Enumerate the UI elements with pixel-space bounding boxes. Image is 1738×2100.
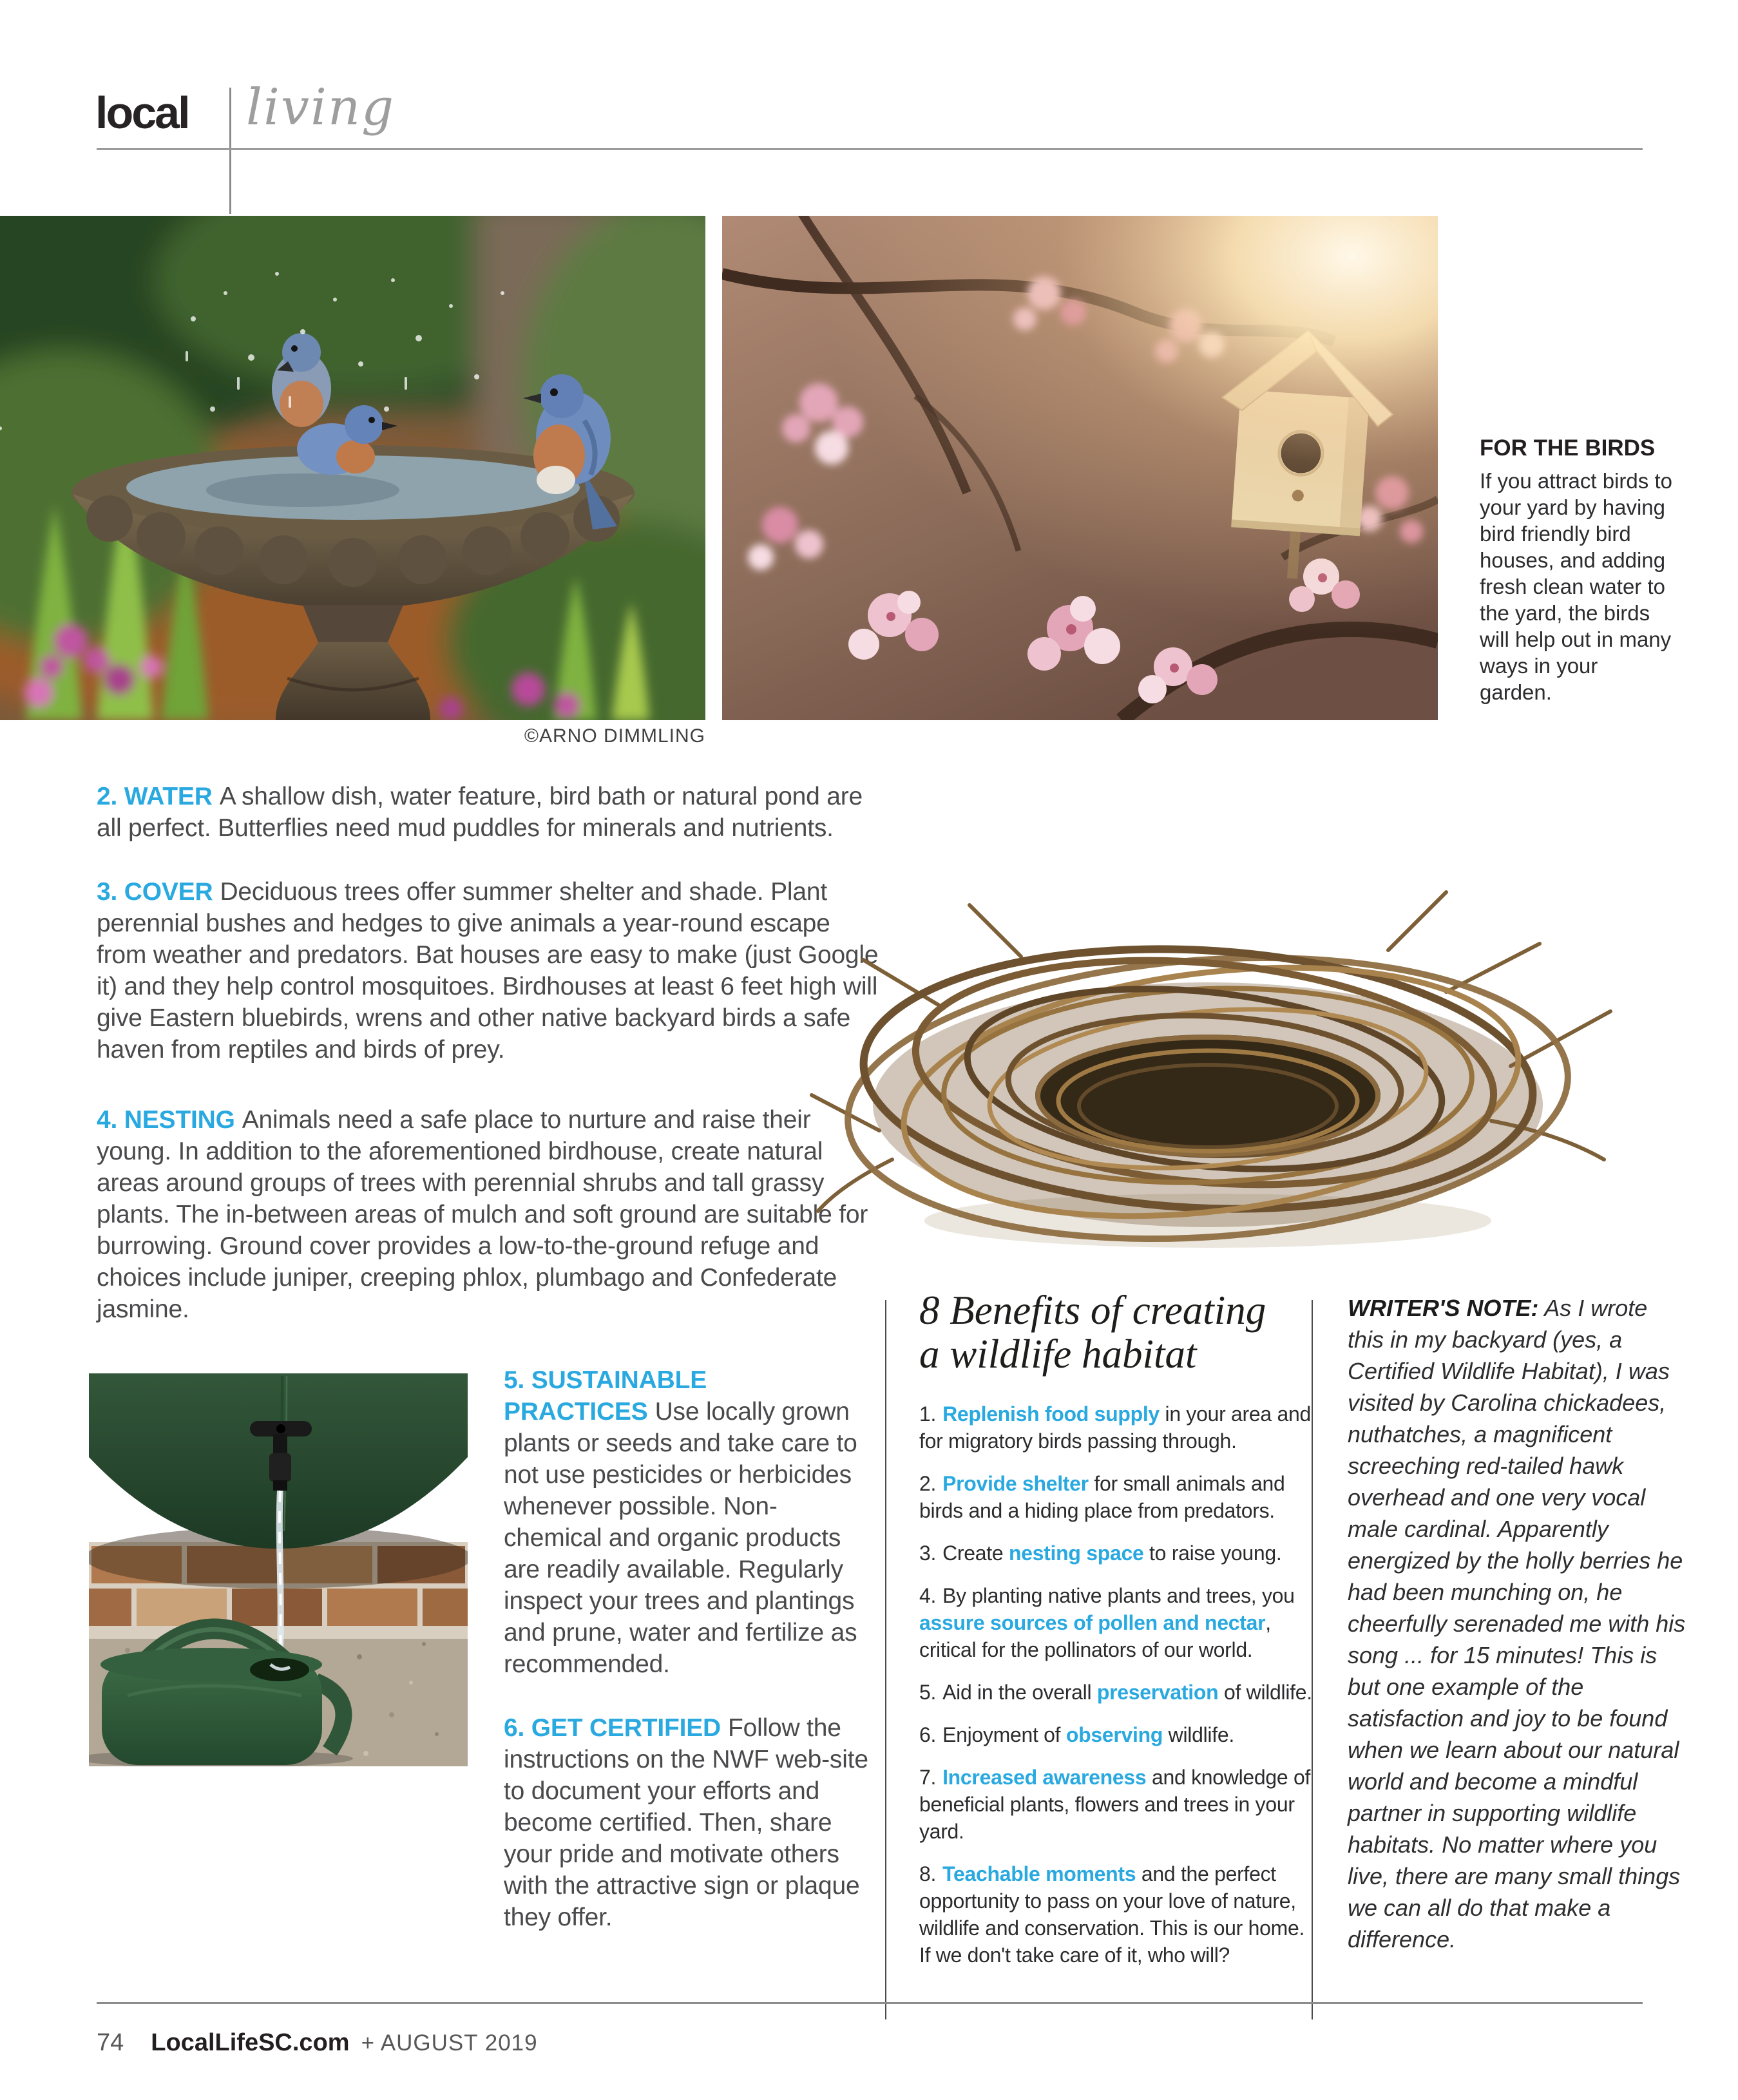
benefit-text: Create bbox=[942, 1542, 1009, 1565]
section-nesting-label: 4. NESTING bbox=[97, 1106, 235, 1134]
benefit-number: 5. bbox=[919, 1681, 937, 1704]
benefit-item bbox=[919, 1764, 1312, 1845]
sidebar-body: If you attract birds to your yard by having bird friendly bird houses, and adding fresh clean water to the yard, the birds will help out in many ways in your garden. bbox=[1480, 469, 1672, 704]
page-number: 74 bbox=[97, 2029, 124, 2056]
benefit-text: for small animals and birds and a hiding place from predators. bbox=[919, 1472, 1285, 1522]
section-water-body: A shallow dish, water feature, bird bath or natural pond are all perfect. Butterflies need mud puddles for minerals and nutrients. bbox=[97, 783, 863, 842]
benefit-highlight: Replenish food supply bbox=[942, 1402, 1160, 1426]
rain-barrel-illustration bbox=[89, 1373, 468, 1766]
benefits-title-line1: 8 Benefits of creating bbox=[919, 1288, 1266, 1333]
bird-bath-photo bbox=[0, 216, 705, 720]
footer-rule bbox=[97, 2002, 1643, 2004]
sidebar-title: FOR THE BIRDS bbox=[1480, 435, 1656, 461]
benefit-highlight: Provide shelter bbox=[942, 1472, 1089, 1495]
writers-note-body: As I wrote this in my backyard (yes, a Certified Wildlife Habitat), I was visited by Carolina chickadees, nuthatches, a magnificent screeching red-tailed hawk overhead and one very vocal male cardinal. Apparently energized by the holly berries he had been munching on, he cheerfully serenaded me with his song ... for 15 minutes! This is but one example of the satisfaction and joy to be found when we learn about our natural world and become a mindful partner in supporting wildlife habitats. No matter where you live, there are many small things we can all do that make a difference. bbox=[1348, 1295, 1686, 1952]
writers-note bbox=[1348, 1292, 1686, 1955]
benefits-title-line2: a wildlife habitat bbox=[919, 1332, 1197, 1377]
benefit-text: of wildlife. bbox=[1218, 1681, 1312, 1704]
benefits-title bbox=[919, 1288, 1312, 1376]
benefits-list bbox=[919, 1400, 1312, 1969]
benefit-item bbox=[919, 1679, 1312, 1706]
benefit-item bbox=[919, 1470, 1312, 1524]
benefit-number: 2. bbox=[919, 1472, 937, 1495]
section-certified-body: Follow the instructions on the NWF web-site to document your efforts and become certified. Then, share your pride and motivate others with the attractive sign or plaque they offer. bbox=[504, 1714, 868, 1931]
benefit-text: Aid in the overall bbox=[942, 1681, 1097, 1704]
benefit-item bbox=[919, 1582, 1312, 1663]
benefit-highlight: preservation bbox=[1096, 1681, 1219, 1704]
section-certified bbox=[504, 1712, 874, 1933]
benefit-text: wildlife. bbox=[1163, 1723, 1234, 1746]
benefit-text: Enjoyment of bbox=[942, 1723, 1066, 1746]
bird-bath-illustration bbox=[0, 216, 705, 720]
benefit-text: , critical for the pollinators of our world. bbox=[919, 1611, 1271, 1661]
benefit-text: to raise young. bbox=[1143, 1542, 1282, 1565]
benefit-item bbox=[919, 1721, 1312, 1748]
benefit-text: By planting native plants and trees, you bbox=[942, 1584, 1295, 1607]
section-cover-body: Deciduous trees offer summer shelter and shade. Plant perennial bushes and hedges to give animals a year-round escape from weather and predators. Bat houses are easy to make (just Google it) and they help control mosquitoes. Birdhouses at least 6 feet high will give Eastern bluebirds, wrens and other native backyard birds a safe haven from reptiles and birds of prey. bbox=[97, 878, 879, 1064]
section-sustainable-body: Use locally grown plants or seeds and take care to not use pesticides or herbicides whenever possible. Non-chemical and organic products are readily available. Regularly inspect your trees and plantings and prune, water and fertilize as recommended. bbox=[504, 1398, 857, 1678]
benefit-number: 1. bbox=[919, 1402, 937, 1426]
header-rule bbox=[97, 148, 1643, 150]
section-cover bbox=[97, 876, 886, 1065]
sun-glow bbox=[722, 216, 1438, 720]
benefit-highlight: Teachable moments bbox=[942, 1862, 1136, 1885]
benefit-item bbox=[919, 1400, 1312, 1455]
nest-illustration bbox=[808, 796, 1620, 1285]
benefit-number: 8. bbox=[919, 1862, 937, 1885]
benefit-text: in your area and for migratory birds passing through. bbox=[919, 1402, 1311, 1453]
photo-credit: ©ARNO DIMMLING bbox=[524, 725, 705, 747]
magazine-logo: local bbox=[95, 88, 189, 138]
section-nesting bbox=[97, 1104, 886, 1325]
benefits-box bbox=[919, 1288, 1312, 1984]
benefit-text: and the perfect opportunity to pass on your love of nature, wildlife and conservation. This is our home. If we don't take care of it, who will? bbox=[919, 1862, 1305, 1967]
birdhouse-photo bbox=[722, 216, 1438, 720]
benefit-highlight: assure sources of pollen and nectar bbox=[919, 1611, 1266, 1634]
section-water bbox=[97, 781, 886, 844]
benefit-text: and knowledge of beneficial plants, flowers and trees in your yard. bbox=[919, 1766, 1311, 1843]
benefit-highlight: nesting space bbox=[1008, 1542, 1144, 1565]
benefit-item bbox=[919, 1860, 1312, 1969]
benefit-number: 4. bbox=[919, 1584, 937, 1607]
header-divider bbox=[229, 88, 231, 214]
section-water-label: 2. WATER bbox=[97, 783, 213, 810]
section-sustainable-label: 5. SUSTAINABLE PRACTICES bbox=[504, 1366, 707, 1426]
rain-barrel-photo bbox=[89, 1373, 468, 1766]
benefit-number: 7. bbox=[919, 1766, 937, 1789]
footer bbox=[97, 2029, 998, 2057]
writers-note-label: WRITER'S NOTE: bbox=[1348, 1295, 1539, 1321]
footer-site: LocalLifeSC.com bbox=[151, 2029, 350, 2056]
section-name: living bbox=[246, 79, 396, 137]
footer-issue: + AUGUST 2019 bbox=[361, 2030, 538, 2056]
for-the-birds-sidebar bbox=[1480, 435, 1673, 705]
benefit-number: 6. bbox=[919, 1723, 937, 1746]
benefit-item bbox=[919, 1540, 1312, 1567]
section-certified-label: 6. GET CERTIFIED bbox=[504, 1714, 721, 1742]
column-divider-left bbox=[885, 1300, 886, 2019]
benefit-highlight: observing bbox=[1065, 1723, 1163, 1746]
birdhouse-illustration bbox=[722, 216, 1438, 720]
section-nesting-body: Animals need a safe place to nurture and raise their young. In addition to the aforementioned birdhouse, create natural areas around groups of trees with perennial shrubs and tall grassy plants. The in-between areas of mulch and soft ground are suitable for burrowing. Ground cover provides a low-to-the-ground refuge and choices include juniper, creeping phlox, plumbago and Confederate jasmine. bbox=[97, 1106, 868, 1323]
benefit-highlight: Increased awareness bbox=[942, 1766, 1147, 1789]
section-cover-label: 3. COVER bbox=[97, 878, 213, 906]
nest-photo bbox=[808, 796, 1620, 1285]
section-sustainable bbox=[504, 1364, 874, 1680]
benefit-number: 3. bbox=[919, 1542, 937, 1565]
